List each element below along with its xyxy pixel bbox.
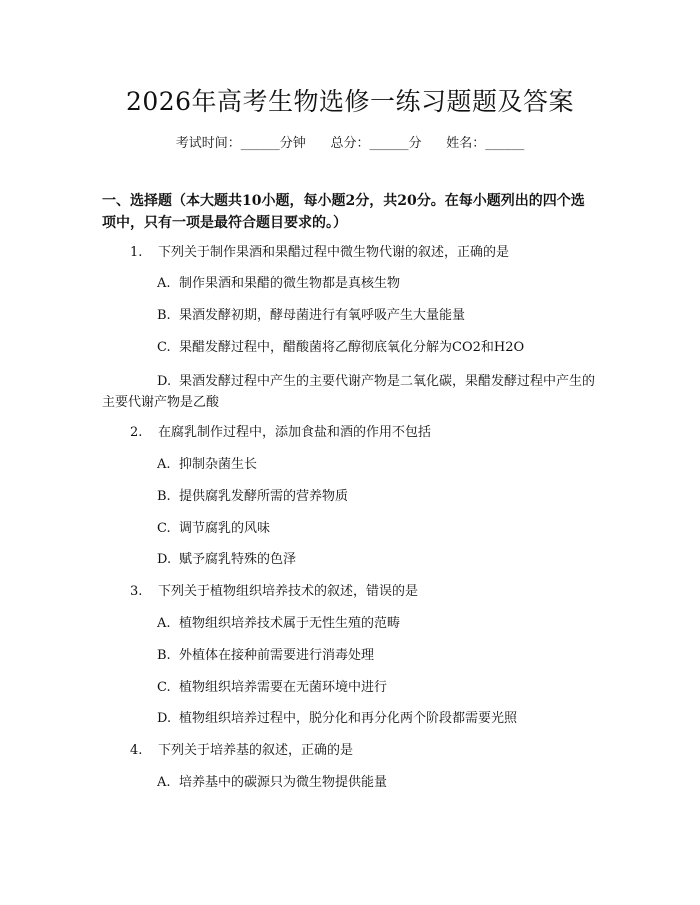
question-2-option-a	[157, 455, 596, 475]
question-1-option-b	[157, 306, 596, 326]
question-number: 2.	[130, 425, 143, 440]
option-text: 赋予腐乳特殊的色泽	[179, 552, 297, 567]
question-1-option-d	[102, 371, 596, 413]
option-letter: C.	[157, 521, 171, 536]
question-2	[130, 423, 596, 443]
section-heading: 一、选择题（本大题共10小题，每小题2分，共20分。在每小题列出的四个选项中，只有一项是最符合题目要求的。）	[102, 193, 585, 231]
question-text: 下列关于植物组织培养技术的叙述，错误的是	[158, 584, 419, 599]
option-letter: C.	[157, 680, 171, 695]
question-3-option-b	[157, 646, 596, 666]
option-text: 植物组织培养技术属于无性生殖的范畴	[179, 616, 401, 631]
option-text: 果醋发酵过程中，醋酸菌将乙醇彻底氧化分解为CO2和H2O	[179, 340, 525, 355]
option-text: 植物组织培养过程中，脱分化和再分化两个阶段都需要光照	[179, 711, 518, 726]
question-text: 下列关于培养基的叙述，正确的是	[158, 743, 354, 758]
option-text: 提供腐乳发酵所需的营养物质	[179, 489, 349, 504]
option-letter: D.	[157, 711, 172, 726]
option-letter: A.	[157, 616, 171, 631]
question-text: 在腐乳制作过程中，添加食盐和酒的作用不包括	[158, 425, 432, 440]
question-4-option-a	[157, 773, 596, 793]
option-text: 制作果酒和果醋的微生物都是真核生物	[179, 276, 401, 291]
question-4	[130, 741, 596, 761]
question-3-option-a	[157, 614, 596, 634]
option-text: 植物组织培养需要在无菌环境中进行	[179, 680, 388, 695]
option-letter: D.	[157, 374, 172, 389]
question-text: 下列关于制作果酒和果醋过程中微生物代谢的叙述，正确的是	[158, 245, 510, 260]
option-text: 外植体在接种前需要进行消毒处理	[179, 648, 375, 663]
exam-meta-line: 考试时间：______分钟 总分：______分 姓名：______	[175, 136, 525, 151]
question-1-option-c	[157, 338, 596, 358]
option-text: 调节腐乳的风味	[179, 521, 271, 536]
option-letter: B.	[157, 648, 171, 663]
question-1	[130, 243, 596, 263]
question-2-option-b	[157, 487, 596, 507]
option-letter: C.	[157, 340, 171, 355]
option-letter: D.	[157, 552, 172, 567]
question-2-option-d	[157, 550, 596, 570]
question-number: 3.	[130, 584, 143, 599]
question-2-option-c	[157, 519, 596, 539]
option-letter: B.	[157, 489, 171, 504]
option-letter: A.	[157, 457, 171, 472]
option-letter: A.	[157, 276, 171, 291]
option-text: 果酒发酵初期，酵母菌进行有氧呼吸产生大量能量	[179, 308, 466, 323]
question-number: 4.	[130, 743, 143, 758]
option-text: 抑制杂菌生长	[179, 457, 258, 472]
page-title: 2026年高考生物选修一练习题题及答案	[125, 87, 575, 116]
option-letter: B.	[157, 308, 171, 323]
question-number: 1.	[130, 245, 143, 260]
option-text: 果酒发酵过程中产生的主要代谢产物是二氧化碳，果醋发酵过程中产生的主要代谢产物是乙酸	[102, 374, 596, 410]
question-3-option-d	[157, 709, 596, 729]
option-text: 培养基中的碳源只为微生物提供能量	[179, 775, 388, 790]
option-letter: A.	[157, 775, 171, 790]
question-3-option-c	[157, 678, 596, 698]
question-1-option-a	[157, 274, 596, 294]
question-3	[130, 582, 596, 602]
